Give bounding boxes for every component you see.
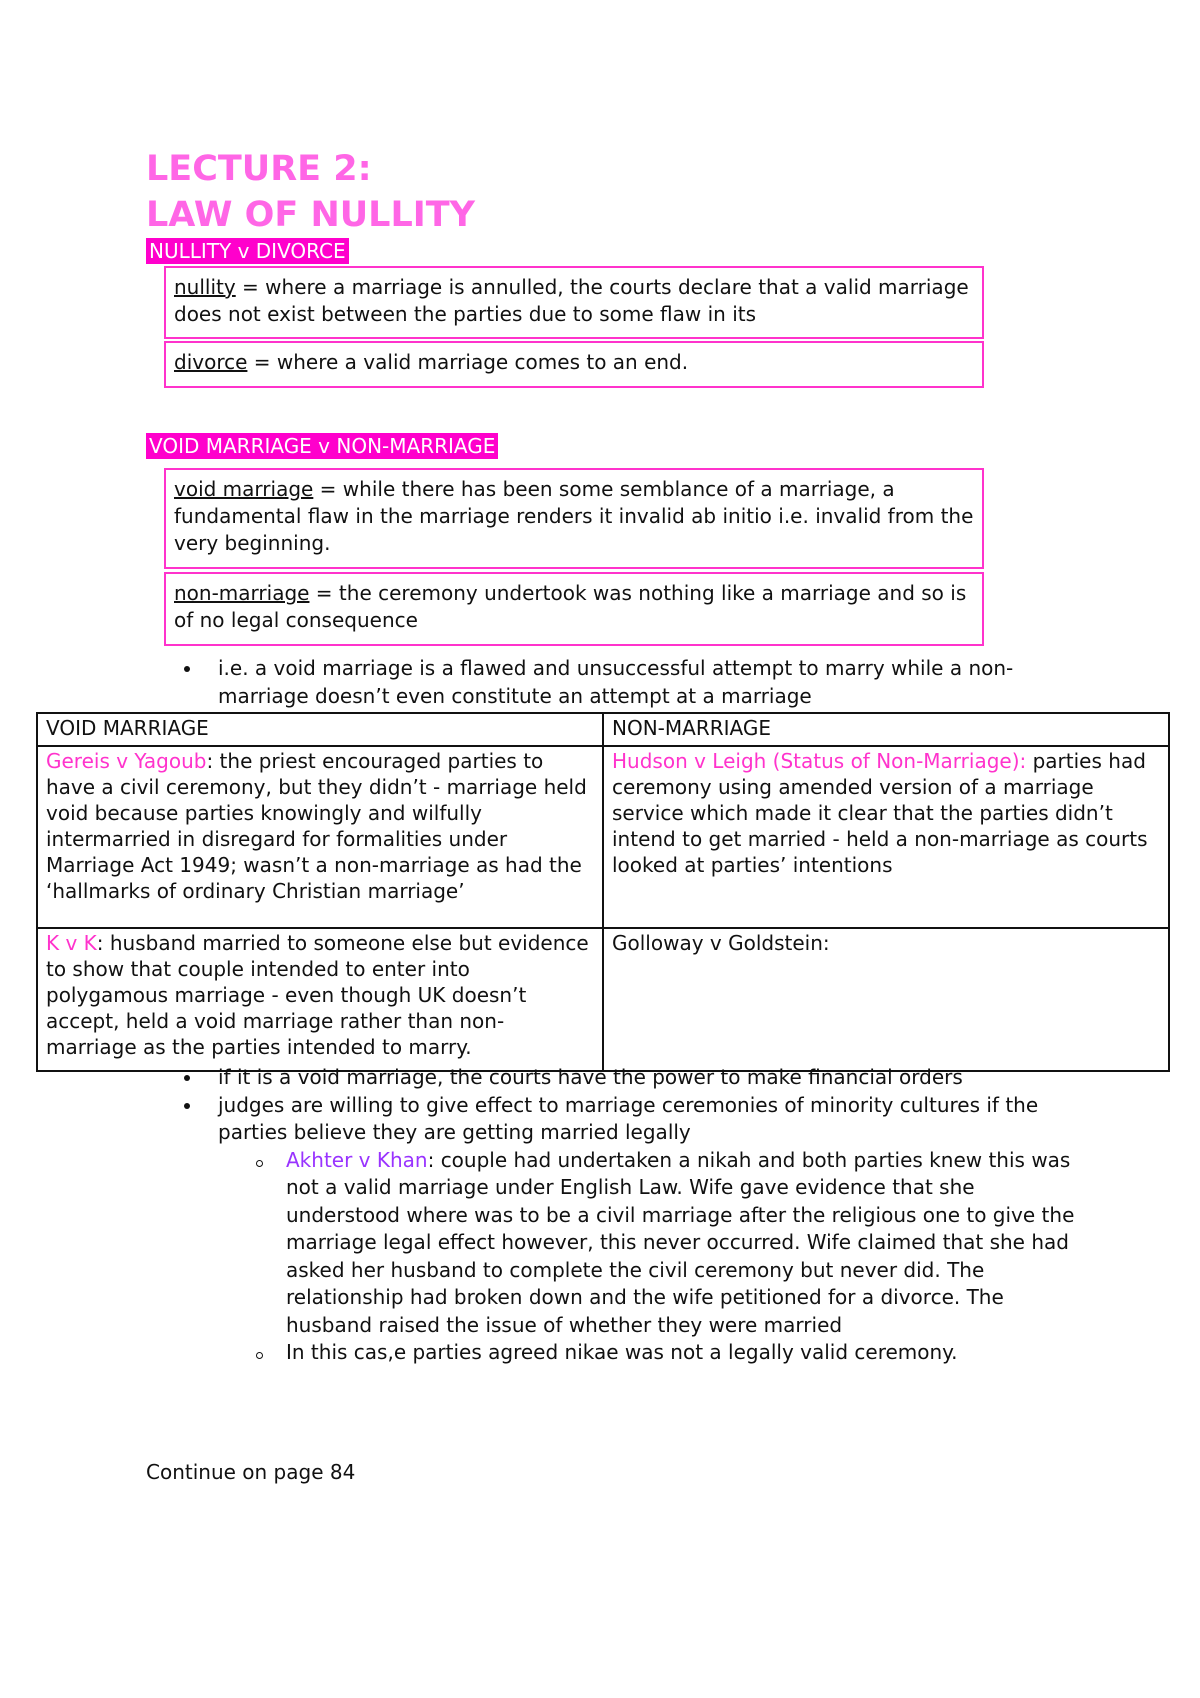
title-line-1: LECTURE 2: xyxy=(146,149,372,189)
term-void-marriage: void marriage xyxy=(174,477,314,501)
term-non-marriage: non-marriage xyxy=(174,581,310,605)
header-void-marriage: VOID MARRIAGE xyxy=(37,713,603,746)
table-cell xyxy=(603,746,1169,928)
bullet-icon xyxy=(184,1103,190,1109)
table-cell xyxy=(37,928,603,1071)
section-heading-void-non-marriage: VOID MARRIAGE v NON-MARRIAGE xyxy=(146,433,498,459)
list-item: judges are willing to give effect to marriage ceremonies of minority cultures if the parties believe they are getting married legally xyxy=(180,1092,1080,1147)
list-item: if it is a void marriage, the courts have the power to make financial orders xyxy=(180,1064,1080,1092)
bullet-icon xyxy=(184,666,190,672)
definition-nullity: = where a marriage is annulled, the courts declare that a valid marriage does not exist between the parties due to some flaw in its xyxy=(174,275,969,326)
case-summary: parties had ceremony using amended version of a marriage service which made it clear that the parties didn’t intend to get married - held a non-marriage as courts looked at parties’ intentions xyxy=(612,749,1148,877)
case-name: Akhter v Khan xyxy=(286,1147,428,1172)
table-cell xyxy=(37,746,603,928)
case-name: Golloway v Goldstein: xyxy=(612,931,830,955)
table-row xyxy=(37,928,1169,1071)
definition-box-nullity xyxy=(164,266,984,339)
case-summary: : husband married to someone else but evidence to show that couple intended to enter into polygamous marriage - even though UK doesn’t accept, held a void marriage rather than non-marriage as the parties intended to marry. xyxy=(46,931,589,1059)
sub-list-item: In this cas,e parties agreed nikae was not a legally valid ceremony. xyxy=(180,1339,1080,1367)
table-header-row xyxy=(37,713,1169,746)
list-item: i.e. a void marriage is a flawed and unsuccessful attempt to marry while a non-marriage doesn’t even constitute an attempt at a marriage xyxy=(180,655,1080,710)
bullet-list-comparison xyxy=(180,655,1080,710)
bullet-list-after-table xyxy=(180,1064,1080,1367)
case-summary: : the priest encouraged parties to have a civil ceremony, but they didn’t - marriage held void because parties knowingly and wilfully intermarried in disregard for formalities under Marriage Act 1949; wasn’t a non-marriage as had the ‘hallmarks of ordinary Christian marriage’ xyxy=(46,749,587,903)
definition-non-marriage: = the ceremony undertook was nothing like a marriage and so is of no legal consequence xyxy=(174,581,967,632)
term-nullity: nullity xyxy=(174,275,236,299)
continue-note: Continue on page 84 xyxy=(146,1460,356,1484)
cases-table xyxy=(36,712,1170,1072)
header-non-marriage: NON-MARRIAGE xyxy=(603,713,1169,746)
section-heading-nullity-divorce: NULLITY v DIVORCE xyxy=(146,238,349,264)
table-row xyxy=(37,746,1169,928)
term-divorce: divorce xyxy=(174,350,248,374)
definition-box-void-marriage xyxy=(164,468,984,569)
case-name: Hudson v Leigh (Status of Non-Marriage): xyxy=(612,749,1027,773)
table-cell xyxy=(603,928,1169,1071)
bullet-icon xyxy=(184,1075,190,1081)
definition-void-marriage: = while there has been some semblance of a marriage, a fundamental flaw in the marriage renders it invalid ab initio i.e. invalid from the very beginning. xyxy=(174,477,974,555)
page-title xyxy=(146,146,475,238)
case-name: K v K xyxy=(46,931,97,955)
sub-bullet-icon xyxy=(256,1160,263,1167)
sub-bullet-icon xyxy=(256,1352,263,1359)
definition-box-divorce xyxy=(164,341,984,388)
definition-box-non-marriage xyxy=(164,572,984,646)
case-name: Gereis v Yagoub xyxy=(46,749,207,773)
title-line-2: LAW OF NULLITY xyxy=(146,195,476,235)
definition-divorce: = where a valid marriage comes to an end. xyxy=(247,350,689,374)
sub-list-item: Akhter v Khan: couple had undertaken a nikah and both parties knew this was not a valid marriage under English Law. Wife gave evidence that she understood where was to be a civil marriage after the religious one to give the marriage legal effect however, this never occurred. Wife claimed that she had asked her husband to complete the civil ceremony but never did. The relationship had broken down and the wife petitioned for a divorce. The husband raised the issue of whether they were married xyxy=(180,1147,1086,1340)
